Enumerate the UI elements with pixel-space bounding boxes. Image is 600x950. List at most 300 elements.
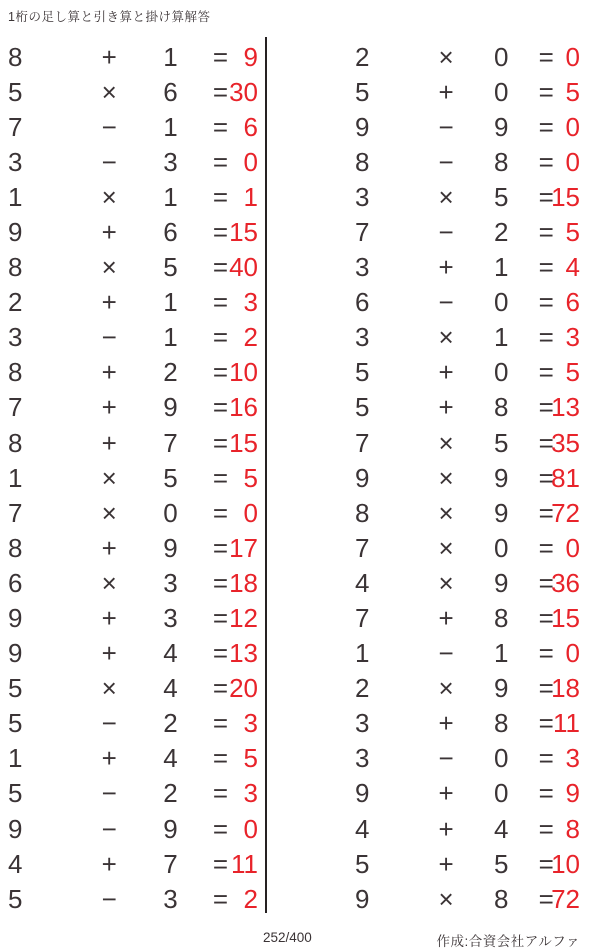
answer: 5 <box>243 462 258 493</box>
operand-a: 1 <box>355 638 370 669</box>
operand-a: 3 <box>355 252 370 283</box>
operand-b: 1 <box>494 638 509 669</box>
equation-row <box>355 285 580 320</box>
answer: 40 <box>229 252 258 283</box>
operand-b: 4 <box>163 743 178 774</box>
equals-sign: = <box>212 778 229 809</box>
operand-b: 1 <box>163 41 178 72</box>
operand-b: 4 <box>494 813 509 844</box>
answer: 72 <box>551 497 580 528</box>
equals-sign: = <box>212 216 229 247</box>
operand-b: 4 <box>163 638 178 669</box>
equals-sign: = <box>212 287 229 318</box>
answer: 81 <box>551 462 580 493</box>
operand-a: 2 <box>355 41 370 72</box>
operand-b: 9 <box>494 497 509 528</box>
operator: − <box>438 638 454 669</box>
operand-a: 3 <box>355 743 370 774</box>
operator: × <box>101 673 117 704</box>
equals-sign: = <box>212 41 229 72</box>
answer: 11 <box>231 848 258 879</box>
equals-sign: = <box>538 532 554 563</box>
operator: + <box>438 357 454 388</box>
operand-a: 6 <box>355 287 370 318</box>
operator: × <box>101 76 117 107</box>
operator: + <box>438 708 454 739</box>
operator: − <box>101 778 117 809</box>
equals-sign: = <box>538 252 554 283</box>
operand-a: 7 <box>8 111 23 142</box>
equals-sign: = <box>538 673 554 704</box>
operator: × <box>438 497 454 528</box>
equals-sign: = <box>212 497 229 528</box>
operator: − <box>101 813 117 844</box>
operand-b: 8 <box>494 146 509 177</box>
equals-sign: = <box>538 322 554 353</box>
page-title: 1桁の足し算と引き算と掛け算解答 <box>8 10 211 24</box>
operator: × <box>101 567 117 598</box>
operand-a: 7 <box>8 497 23 528</box>
equals-sign: = <box>538 287 554 318</box>
equals-sign: = <box>538 848 554 879</box>
equals-sign: = <box>538 462 554 493</box>
equation-row <box>355 706 580 741</box>
equals-sign: = <box>538 603 554 633</box>
operator: × <box>438 883 454 914</box>
operand-b: 3 <box>163 567 178 598</box>
operator: × <box>438 322 454 353</box>
equals-sign: = <box>538 216 554 247</box>
equals-sign: = <box>538 883 554 914</box>
answer: 6 <box>565 287 580 318</box>
answer: 15 <box>551 181 580 212</box>
equation-row <box>8 390 258 425</box>
operand-a: 9 <box>8 813 23 844</box>
operand-b: 3 <box>163 146 178 177</box>
operand-a: 5 <box>8 76 23 107</box>
answer: 13 <box>551 392 580 423</box>
answer: 15 <box>229 427 258 458</box>
operand-a: 8 <box>8 357 23 388</box>
answer: 2 <box>243 322 258 353</box>
operand-b: 2 <box>494 216 509 247</box>
equation-row <box>355 390 580 425</box>
equals-sign: = <box>538 638 554 669</box>
operand-a: 9 <box>355 111 370 142</box>
answer: 13 <box>229 638 258 669</box>
equals-sign: = <box>212 146 229 177</box>
equals-sign: = <box>538 778 554 809</box>
operand-a: 8 <box>355 497 370 528</box>
operator: + <box>438 603 454 633</box>
operand-b: 7 <box>163 427 178 458</box>
equals-sign: = <box>212 603 229 633</box>
operator: + <box>438 813 454 844</box>
operand-a: 9 <box>8 216 23 247</box>
equals-sign: = <box>212 392 229 423</box>
column-divider <box>265 37 267 913</box>
operator: − <box>438 287 454 318</box>
operator: + <box>101 216 117 247</box>
operator: × <box>438 532 454 563</box>
equation-row <box>8 601 258 636</box>
operand-a: 3 <box>8 146 23 177</box>
equals-sign: = <box>212 181 229 212</box>
equation-row <box>8 426 258 461</box>
equation-row <box>8 531 258 566</box>
operand-a: 8 <box>8 532 23 563</box>
operand-b: 9 <box>494 111 509 142</box>
answer: 8 <box>565 813 580 844</box>
operand-b: 1 <box>163 322 178 353</box>
operand-b: 6 <box>163 76 178 107</box>
equals-sign: = <box>538 392 554 423</box>
answer: 5 <box>565 76 580 107</box>
equation-row <box>8 250 258 285</box>
equation-row <box>8 706 258 741</box>
operand-a: 4 <box>355 567 370 598</box>
equation-row <box>8 215 258 250</box>
operand-a: 8 <box>8 427 23 458</box>
equation-row <box>8 461 258 496</box>
operator: × <box>101 462 117 493</box>
equals-sign: = <box>212 76 229 107</box>
equation-row <box>355 75 580 110</box>
operand-a: 5 <box>8 883 23 914</box>
operand-b: 5 <box>163 252 178 283</box>
answer: 3 <box>243 778 258 809</box>
operand-b: 9 <box>163 813 178 844</box>
answer: 30 <box>229 76 258 107</box>
operand-b: 2 <box>163 357 178 388</box>
equals-sign: = <box>212 357 229 388</box>
answer: 0 <box>565 41 580 72</box>
operator: + <box>438 392 454 423</box>
operand-b: 1 <box>494 252 509 283</box>
operand-a: 1 <box>8 181 23 212</box>
equation-row <box>355 741 580 776</box>
page-indicator: 252/400 <box>263 930 312 945</box>
answer: 1 <box>243 181 258 212</box>
answer: 12 <box>229 603 258 633</box>
operand-a: 7 <box>355 532 370 563</box>
operand-a: 2 <box>8 287 23 318</box>
credit-text: 作成:合資会社アルファ <box>436 934 580 949</box>
equals-sign: = <box>212 427 229 458</box>
operator: − <box>438 146 454 177</box>
operand-a: 8 <box>355 146 370 177</box>
operand-b: 1 <box>163 287 178 318</box>
answer: 18 <box>551 673 580 704</box>
operand-a: 8 <box>8 41 23 72</box>
equation-row <box>355 671 580 706</box>
operator: + <box>438 76 454 107</box>
operand-a: 5 <box>8 708 23 739</box>
equation-row <box>355 461 580 496</box>
operand-a: 3 <box>8 322 23 353</box>
operand-b: 5 <box>163 462 178 493</box>
operand-b: 0 <box>494 532 509 563</box>
equation-row <box>8 40 258 75</box>
equation-row <box>8 496 258 531</box>
operator: × <box>101 252 117 283</box>
operand-a: 1 <box>8 743 23 774</box>
equals-sign: = <box>212 673 229 704</box>
answer: 4 <box>565 252 580 283</box>
answer: 20 <box>229 673 258 704</box>
operand-b: 9 <box>163 532 178 563</box>
operand-b: 0 <box>494 287 509 318</box>
operand-b: 8 <box>494 603 509 633</box>
equals-sign: = <box>538 76 554 107</box>
operand-b: 0 <box>163 497 178 528</box>
operand-b: 3 <box>163 603 178 633</box>
operand-a: 7 <box>355 427 370 458</box>
operand-a: 6 <box>8 567 23 598</box>
answer: 10 <box>229 357 258 388</box>
operand-b: 0 <box>494 41 509 72</box>
operator: + <box>101 603 117 633</box>
operator: + <box>101 638 117 669</box>
answer: 3 <box>243 287 258 318</box>
operator: − <box>101 146 117 177</box>
answer: 2 <box>243 883 258 914</box>
answer: 72 <box>551 883 580 914</box>
operand-b: 6 <box>163 216 178 247</box>
equals-sign: = <box>538 181 554 212</box>
equation-row <box>8 75 258 110</box>
operand-a: 5 <box>8 673 23 704</box>
equation-row <box>355 636 580 671</box>
operator: − <box>101 111 117 142</box>
equation-row <box>355 812 580 847</box>
operand-b: 1 <box>163 111 178 142</box>
answer: 9 <box>565 778 580 809</box>
answer: 0 <box>565 146 580 177</box>
equation-row <box>355 215 580 250</box>
equals-sign: = <box>212 462 229 493</box>
operand-a: 9 <box>8 638 23 669</box>
operand-b: 0 <box>494 743 509 774</box>
operand-b: 2 <box>163 778 178 809</box>
operator: + <box>438 252 454 283</box>
operand-b: 2 <box>163 708 178 739</box>
answer: 16 <box>229 392 258 423</box>
operator: × <box>438 427 454 458</box>
equation-row <box>8 812 258 847</box>
answer: 36 <box>551 567 580 598</box>
operator: + <box>101 743 117 774</box>
equals-sign: = <box>212 813 229 844</box>
operator: × <box>438 673 454 704</box>
equals-sign: = <box>212 743 229 774</box>
operand-b: 3 <box>163 883 178 914</box>
operand-b: 0 <box>494 778 509 809</box>
equation-row <box>8 145 258 180</box>
operand-a: 5 <box>355 848 370 879</box>
operand-a: 4 <box>355 813 370 844</box>
operand-b: 8 <box>494 708 509 739</box>
operand-a: 9 <box>355 462 370 493</box>
equation-row <box>8 285 258 320</box>
operand-a: 8 <box>8 252 23 283</box>
operand-b: 5 <box>494 848 509 879</box>
operator: + <box>438 848 454 879</box>
operand-b: 1 <box>494 322 509 353</box>
answer: 15 <box>229 216 258 247</box>
answer: 10 <box>551 848 580 879</box>
operator: + <box>101 848 117 879</box>
operand-a: 9 <box>8 603 23 633</box>
operand-b: 0 <box>494 357 509 388</box>
operator: + <box>101 427 117 458</box>
operator: × <box>438 462 454 493</box>
answer: 6 <box>243 111 258 142</box>
equation-row <box>355 531 580 566</box>
equals-sign: = <box>212 567 229 598</box>
answer: 5 <box>565 216 580 247</box>
equals-sign: = <box>538 497 554 528</box>
equals-sign: = <box>212 848 229 879</box>
operator: × <box>101 181 117 212</box>
equals-sign: = <box>212 532 229 563</box>
operand-a: 2 <box>355 673 370 704</box>
operand-b: 4 <box>163 673 178 704</box>
equation-row <box>355 320 580 355</box>
equals-sign: = <box>538 708 554 739</box>
operand-a: 7 <box>355 603 370 633</box>
equation-row <box>8 180 258 215</box>
operator: + <box>101 41 117 72</box>
answer: 11 <box>553 708 580 739</box>
equation-row <box>8 566 258 601</box>
answer: 17 <box>229 532 258 563</box>
operand-a: 5 <box>8 778 23 809</box>
equation-row <box>355 180 580 215</box>
answer: 0 <box>565 638 580 669</box>
operand-b: 8 <box>494 392 509 423</box>
operand-a: 1 <box>8 462 23 493</box>
operand-a: 5 <box>355 392 370 423</box>
equals-sign: = <box>212 252 229 283</box>
equation-row <box>8 671 258 706</box>
equation-row <box>8 355 258 390</box>
equation-row <box>355 601 580 636</box>
equation-row <box>8 741 258 776</box>
answer: 0 <box>243 146 258 177</box>
equation-row <box>355 776 580 811</box>
operator: − <box>438 111 454 142</box>
equation-row <box>8 847 258 882</box>
operator: × <box>438 567 454 598</box>
operator: × <box>101 497 117 528</box>
operand-a: 5 <box>355 357 370 388</box>
equals-sign: = <box>538 357 554 388</box>
equation-row <box>355 40 580 75</box>
answer: 5 <box>243 743 258 774</box>
equals-sign: = <box>538 743 554 774</box>
equals-sign: = <box>538 567 554 598</box>
equals-sign: = <box>538 41 554 72</box>
equation-row <box>355 496 580 531</box>
operand-a: 9 <box>355 883 370 914</box>
operand-a: 7 <box>355 216 370 247</box>
answer: 3 <box>565 322 580 353</box>
operand-b: 5 <box>494 181 509 212</box>
answer: 0 <box>243 497 258 528</box>
operator: − <box>101 322 117 353</box>
equals-sign: = <box>538 111 554 142</box>
answer: 9 <box>243 41 258 72</box>
equation-row <box>355 426 580 461</box>
equation-column-right <box>355 40 580 917</box>
operand-a: 3 <box>355 708 370 739</box>
operand-b: 0 <box>494 76 509 107</box>
operand-a: 3 <box>355 181 370 212</box>
operator: + <box>101 532 117 563</box>
equals-sign: = <box>212 111 229 142</box>
operand-a: 9 <box>355 778 370 809</box>
equation-row <box>355 882 580 917</box>
operand-b: 9 <box>494 567 509 598</box>
answer: 3 <box>243 708 258 739</box>
operand-b: 1 <box>163 181 178 212</box>
equation-row <box>8 776 258 811</box>
answer: 18 <box>229 567 258 598</box>
equals-sign: = <box>538 813 554 844</box>
equation-row <box>355 110 580 145</box>
equation-row <box>8 110 258 145</box>
operand-a: 7 <box>8 392 23 423</box>
operand-a: 5 <box>355 76 370 107</box>
operator: − <box>438 216 454 247</box>
equation-row <box>355 145 580 180</box>
equation-row <box>8 636 258 671</box>
operator: + <box>101 392 117 423</box>
operand-b: 9 <box>494 462 509 493</box>
equals-sign: = <box>212 883 229 914</box>
operand-b: 5 <box>494 427 509 458</box>
answer: 0 <box>565 111 580 142</box>
equation-row <box>8 882 258 917</box>
equation-row <box>355 250 580 285</box>
operator: − <box>438 743 454 774</box>
operator: + <box>438 778 454 809</box>
answer: 0 <box>565 532 580 563</box>
operand-a: 4 <box>8 848 23 879</box>
answer: 35 <box>551 427 580 458</box>
answer: 5 <box>565 357 580 388</box>
equals-sign: = <box>212 638 229 669</box>
answer: 3 <box>565 743 580 774</box>
operand-a: 3 <box>355 322 370 353</box>
equation-row <box>355 355 580 390</box>
answer: 0 <box>243 813 258 844</box>
equals-sign: = <box>538 427 554 458</box>
operand-b: 9 <box>494 673 509 704</box>
equals-sign: = <box>212 708 229 739</box>
equation-column-left <box>8 40 258 917</box>
operator: − <box>101 883 117 914</box>
equation-row <box>8 320 258 355</box>
answer: 15 <box>551 603 580 633</box>
equation-row <box>355 847 580 882</box>
operator: × <box>438 181 454 212</box>
equation-row <box>355 566 580 601</box>
operand-b: 7 <box>163 848 178 879</box>
operand-b: 9 <box>163 392 178 423</box>
equals-sign: = <box>538 146 554 177</box>
